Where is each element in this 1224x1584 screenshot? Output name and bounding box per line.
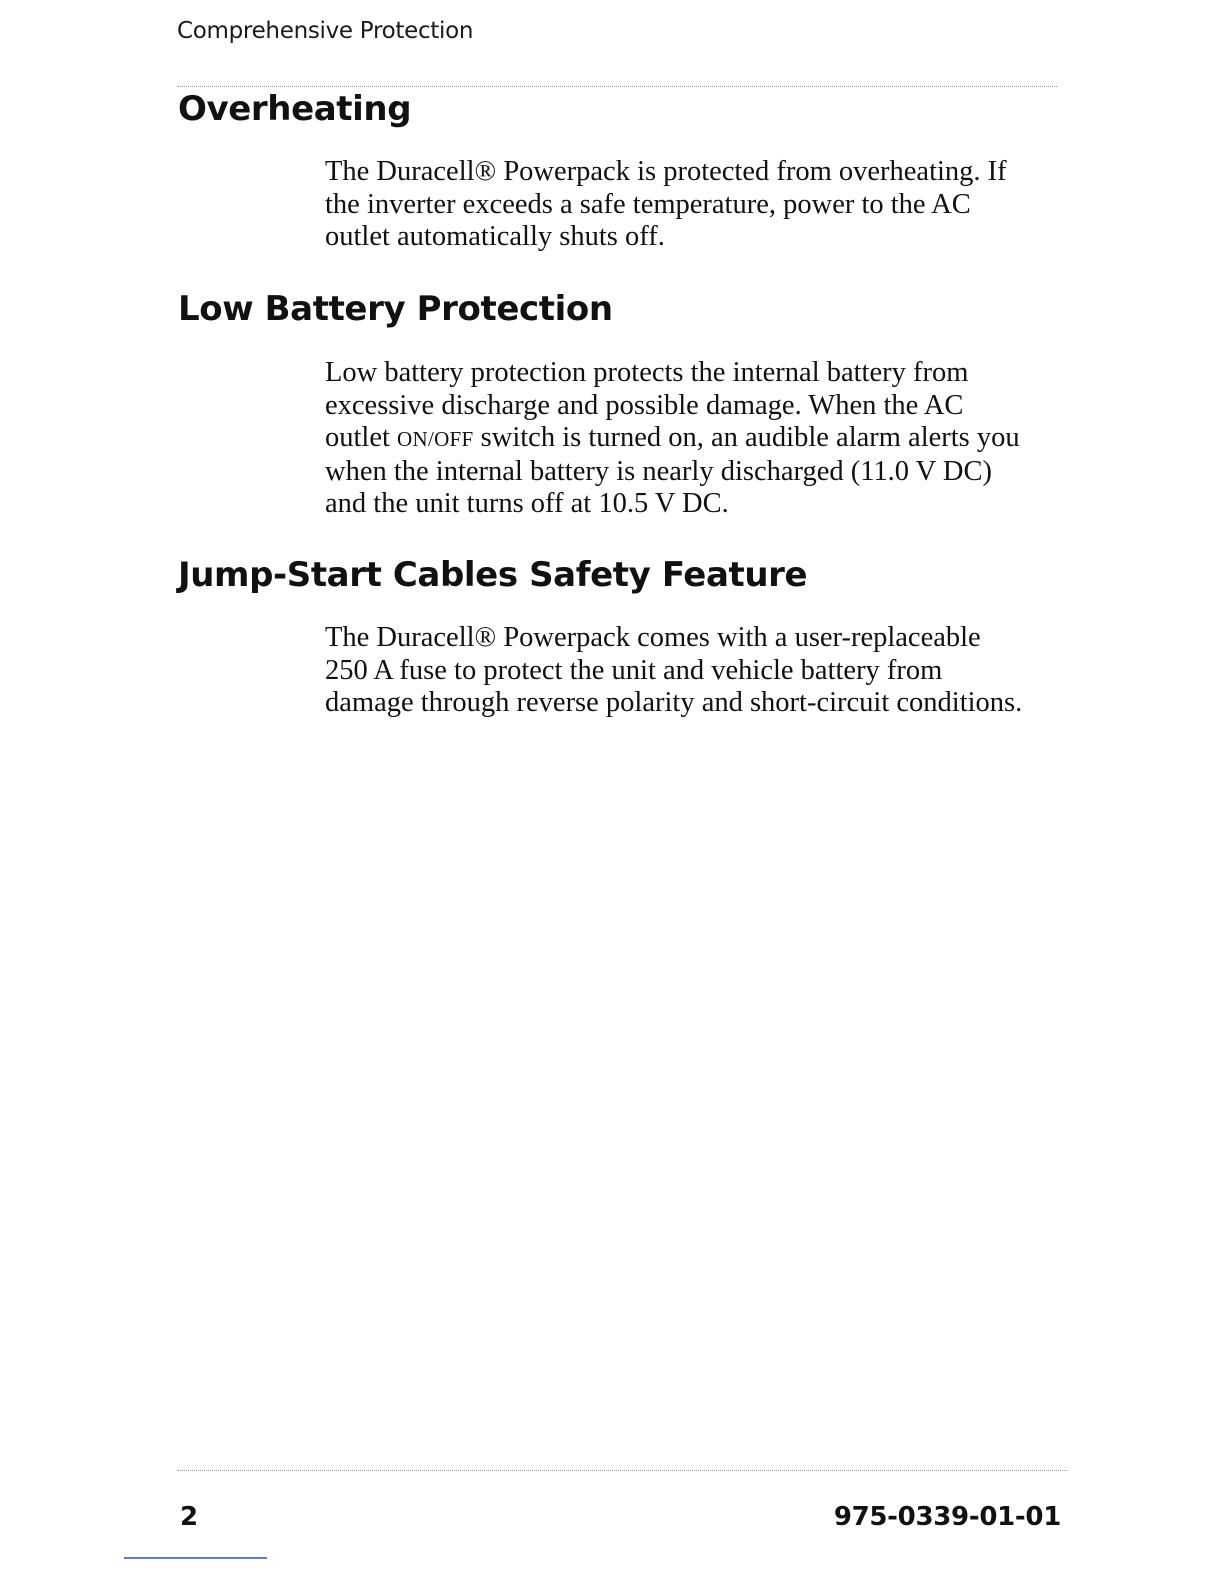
scan-edge-mark [124,1557,267,1559]
paragraph-line: excessive discharge and possible damage. When the AC [325,389,964,421]
paragraph-line: The Duracell® Powerpack comes with a user-replaceable [325,622,981,653]
page-number: 2 [180,1502,199,1532]
header-divider [177,86,1057,87]
line-text: outlet [325,422,398,454]
low-battery-protection-heading: Low Battery Protection [178,289,613,329]
jump-start-cables-safety-paragraph [325,622,1065,720]
paragraph-line: 250 A fuse to protect the unit and vehicle battery from [325,654,943,686]
document-number: 975-0339-01-01 [833,1502,1061,1532]
on-off-switch-label: ON/OFF [397,427,474,452]
line-text: switch is turned on, an audible alarm alerts you [473,422,1020,454]
paragraph-line: The Duracell® Powerpack is protected from overheating. If [325,156,1007,187]
paragraph-line [325,422,1065,456]
paragraph-line: outlet automatically shuts off. [325,221,665,253]
overheating-paragraph [325,156,1065,254]
low-battery-protection-paragraph [325,357,1065,521]
overheating-heading: Overheating [178,89,412,129]
paragraph-line: the inverter exceeds a safe temperature, power to the AC [325,188,971,220]
paragraph-line: damage through reverse polarity and short-circuit conditions. [325,687,1023,719]
footer-divider [177,1470,1067,1471]
paragraph-line: Low battery protection protects the internal battery from [325,357,969,388]
running-header: Comprehensive Protection [177,18,474,44]
paragraph-line: and the unit turns off at 10.5 V DC. [325,488,729,520]
paragraph-line: when the internal battery is nearly discharged (11.0 V DC) [325,455,992,487]
jump-start-cables-safety-heading: Jump-Start Cables Safety Feature [178,555,808,595]
